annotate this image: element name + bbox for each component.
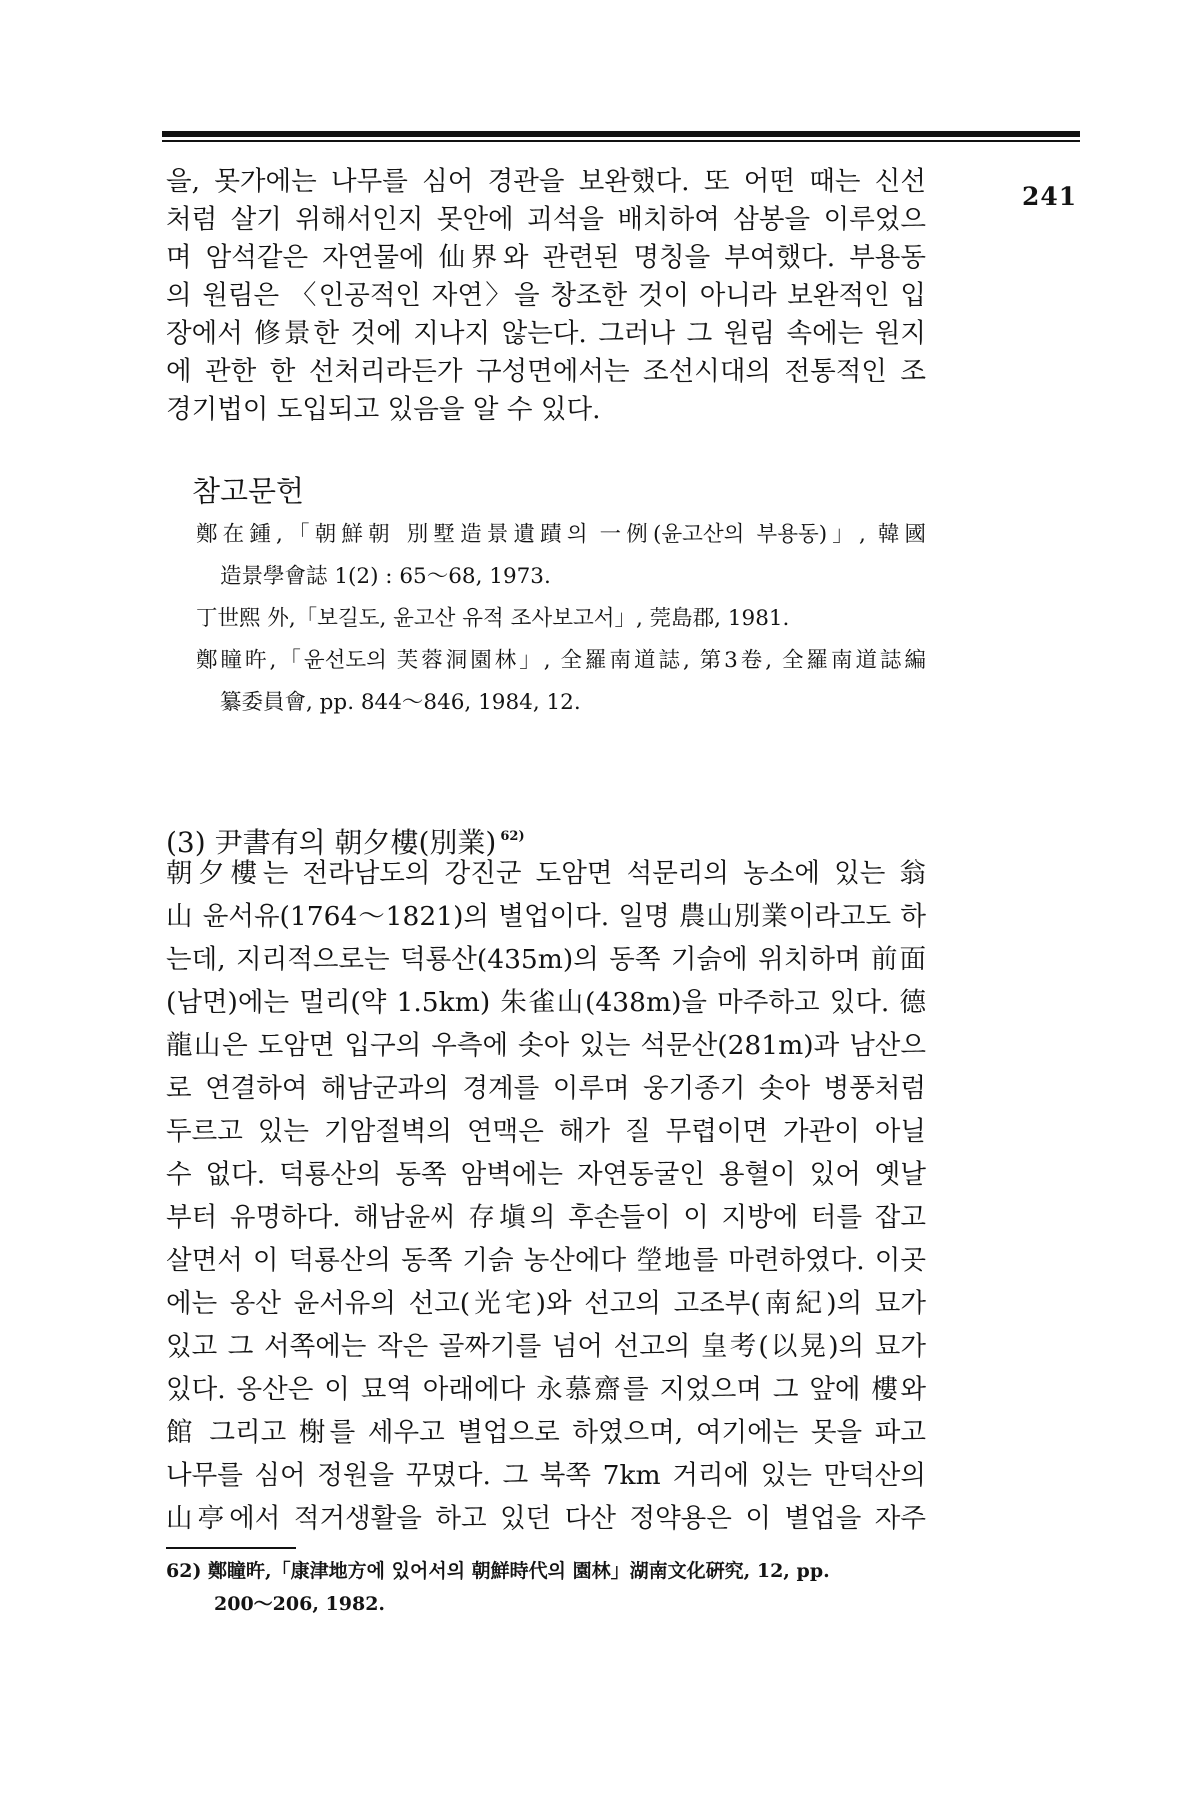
text-line: 두르고 있는 기암절벽의 연맥은 해가 질 무렵이면 가관이 아닐 xyxy=(166,1116,926,1147)
text-line: 을, 못가에는 나무를 심어 경관을 보완했다. 또 어떤 때는 신선 xyxy=(166,166,926,197)
text-line: 나무를 심어 정원을 꾸몄다. 그 북쪽 7km 거리에 있는 만덕산의 xyxy=(166,1460,926,1491)
text-line: 는데, 지리적으로는 덕룡산(435m)의 동쪽 기슭에 위치하며 前面 xyxy=(166,944,926,975)
reference-entry: 丁世熙 外,「보길도, 윤고산 유적 조사보고서」, 莞島郡, 1981. xyxy=(196,606,790,631)
text-line: 館 그리고 榭를 세우고 별업으로 하였으며, 여기에는 못을 파고 xyxy=(166,1417,926,1448)
footnote-rule xyxy=(166,1547,296,1549)
reference-entry: 鄭瞳旿,「윤선도의 芙蓉洞園林」, 全羅南道誌, 第3卷, 全羅南道誌編 xyxy=(196,648,926,673)
text-line: 龍山은 도암면 입구의 우측에 솟아 있는 석문산(281m)과 남산으 xyxy=(166,1030,926,1061)
text-line: 山亭에서 적거생활을 하고 있던 다산 정약용은 이 별업을 자주 xyxy=(166,1503,926,1534)
text-line: 있고 그 서쪽에는 작은 골짜기를 넘어 선고의 皇考(以晃)의 묘가 xyxy=(166,1331,926,1362)
text-line: 에는 옹산 윤서유의 선고(光宅)와 선고의 고조부(南紀)의 묘가 xyxy=(166,1288,926,1319)
text-line: 의 원림은 〈인공적인 자연〉을 창조한 것이 아니라 보완적인 입 xyxy=(166,280,926,311)
footnote-line: 200～206, 1982. xyxy=(214,1593,386,1615)
text-line: (남면)에는 멀리(약 1.5km) 朱雀山(438m)을 마주하고 있다. 德 xyxy=(166,987,926,1018)
text-line: 경기법이 도입되고 있음을 알 수 있다. xyxy=(166,394,601,425)
header-rule-thick xyxy=(162,131,1080,137)
text-line: 부터 유명하다. 해남윤씨 存塡의 후손들이 이 지방에 터를 잡고 xyxy=(166,1202,926,1233)
text-line: 장에서 修景한 것에 지나지 않는다. 그러나 그 원림 속에는 원지 xyxy=(166,318,926,349)
page-number: 241 xyxy=(1022,182,1078,211)
text-line: 며 암석같은 자연물에 仙界와 관련된 명칭을 부여했다. 부용동 xyxy=(166,242,926,273)
text-line: 朝夕樓는 전라남도의 강진군 도암면 석문리의 농소에 있는 翁 xyxy=(166,858,926,889)
text-line: 로 연결하여 해남군과의 경계를 이루며 웅기종기 솟아 병풍처럼 xyxy=(166,1073,926,1104)
text-line: 수 없다. 덕룡산의 동쪽 암벽에는 자연동굴인 용혈이 있어 옛날 xyxy=(166,1159,926,1190)
text-line: 에 관한 한 선처리라든가 구성면에서는 조선시대의 전통적인 조 xyxy=(166,356,926,387)
footnote-line: 62) 鄭瞳旿,「康津地方에 있어서의 朝鮮時代의 園林」湖南文化硏究, 12, pp. xyxy=(166,1560,830,1582)
references-heading: 참고문헌 xyxy=(192,474,305,508)
text-line: 있다. 옹산은 이 묘역 아래에다 永慕齋를 지었으며 그 앞에 樓와 xyxy=(166,1374,926,1405)
header-rule-thin xyxy=(162,140,1080,142)
section-title-text: (3) 尹書有의 朝夕樓(別業) xyxy=(166,826,497,859)
footnote-marker: 62) xyxy=(500,829,525,844)
reference-entry-continued: 纂委員會, pp. 844～846, 1984, 12. xyxy=(220,690,581,715)
reference-entry: 鄭在鍾,「朝鮮朝 別墅造景遺蹟의 一例(윤고산의 부용동)」, 韓國 xyxy=(196,522,926,547)
text-line: 처럼 살기 위해서인지 못안에 괴석을 배치하여 삼봉을 이루었으 xyxy=(166,204,926,235)
reference-entry-continued: 造景學會誌 1(2) : 65～68, 1973. xyxy=(220,564,551,589)
text-line: 살면서 이 덕룡산의 동쪽 기슭 농산에다 塋地를 마련하였다. 이곳 xyxy=(166,1245,926,1276)
text-line: 山 윤서유(1764～1821)의 별업이다. 일명 農山別業이라고도 하 xyxy=(166,901,926,932)
